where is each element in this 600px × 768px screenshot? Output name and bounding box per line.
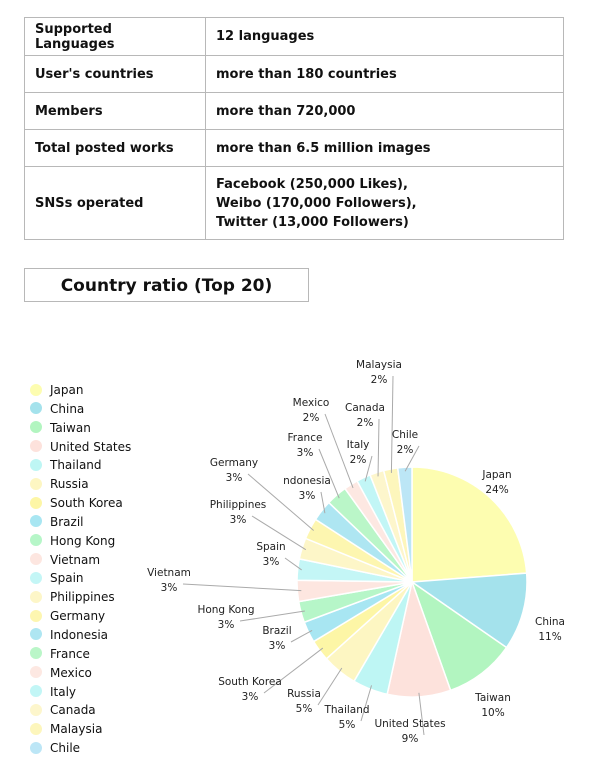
slice-name-label: Taiwan [475, 692, 511, 704]
leader-line [391, 376, 393, 473]
slice-name-label: Mexico [292, 397, 330, 409]
info-value-line: 12 languages [216, 29, 315, 44]
slice-value-label: 2% [396, 444, 414, 456]
legend-label: Vietnam [50, 552, 101, 567]
slice-value-label: 2% [370, 374, 388, 386]
legend-label: Italy [50, 684, 77, 699]
pie-slice [412, 467, 527, 582]
leader-line [291, 630, 312, 642]
legend-label: Thailand [50, 458, 102, 473]
slice-name-label: Hong Kong [197, 604, 255, 616]
slice-value-label: 2% [356, 417, 374, 429]
leader-line [319, 449, 339, 498]
slice-value-label: 2% [302, 412, 320, 424]
slice-name-label: Japan [482, 469, 512, 481]
leader-line [378, 419, 379, 476]
slice-name-label: Thailand [324, 704, 370, 716]
legend-label: Malaysia [50, 722, 103, 737]
slice-value-label: 3% [241, 691, 259, 703]
legend-label: Chile [50, 741, 81, 756]
slice-name-label: Germany [209, 457, 259, 469]
info-key: Total posted works [25, 130, 206, 167]
slice-name-label: Philippines [209, 499, 267, 511]
slice-value-label: 9% [401, 733, 419, 745]
slice-name-label: ndonesia [283, 475, 331, 487]
legend-label: Mexico [50, 665, 92, 680]
slice-value-label: 3% [160, 582, 178, 594]
slice-name-label: Canada [345, 402, 385, 414]
slice-name-label: South Korea [218, 676, 282, 688]
legend-label: South Korea [50, 496, 123, 511]
slice-name-label: Chile [391, 429, 419, 441]
info-value-line: Facebook (250,000 Likes), [216, 176, 408, 192]
slice-name-label: France [287, 432, 323, 444]
slice-name-label: Russia [287, 688, 321, 700]
legend-label: Taiwan [50, 420, 91, 435]
legend-label: Canada [50, 703, 96, 718]
info-key: SNSs operated [25, 167, 206, 240]
slice-value-label: 3% [298, 490, 316, 502]
slice-name-label: Brazil [262, 625, 292, 637]
info-value-line: more than 720,000 [216, 103, 356, 119]
legend-label: Spain [50, 571, 84, 586]
slice-value-label: 3% [262, 556, 280, 568]
slice-value-label: 3% [225, 472, 243, 484]
slice-value-label: 24% [485, 484, 509, 496]
slice-value-label: 5% [295, 703, 313, 715]
slice-value-label: 3% [296, 447, 314, 459]
legend-label: China [50, 401, 85, 416]
slice-name-label: Italy [346, 439, 370, 451]
legend-label: Germany [50, 609, 106, 624]
legend-label: Indonesia [50, 627, 109, 642]
slice-value-label: 3% [268, 640, 286, 652]
info-key: Supported Languages [25, 18, 206, 56]
slice-value-label: 3% [217, 619, 235, 631]
slice-name-label: China [535, 616, 565, 628]
legend-label: Russia [50, 477, 89, 492]
legend-label: Japan [50, 383, 84, 397]
leader-line [183, 584, 301, 591]
slice-value-label: 5% [338, 719, 356, 731]
slice-value-label: 11% [538, 631, 562, 643]
info-value-line: Weibo (170,000 Followers), [216, 195, 417, 211]
slice-value-label: 3% [229, 514, 247, 526]
slice-value-label: 2% [349, 454, 367, 466]
info-value-line: more than 6.5 million images [216, 140, 431, 156]
info-key: User's countries [25, 56, 206, 93]
chart-title: Country ratio (Top 20) [24, 268, 309, 302]
info-value-line: more than 180 countries [216, 66, 397, 82]
slice-name-label: Malaysia [356, 359, 402, 371]
legend-label: France [50, 646, 90, 661]
legend-label: United States [50, 439, 132, 454]
slice-name-label: Vietnam [147, 567, 191, 579]
legend-label: Brazil [50, 514, 84, 529]
slice-name-label: Spain [256, 541, 286, 553]
info-key: Members [25, 93, 206, 130]
slice-value-label: 10% [481, 707, 505, 719]
legend-label: Hong Kong [50, 533, 116, 548]
leader-line [318, 668, 342, 705]
info-value-line: Twitter (13,000 Followers) [216, 214, 409, 230]
slice-name-label: United States [374, 718, 446, 730]
legend-label: Philippines [50, 590, 115, 605]
